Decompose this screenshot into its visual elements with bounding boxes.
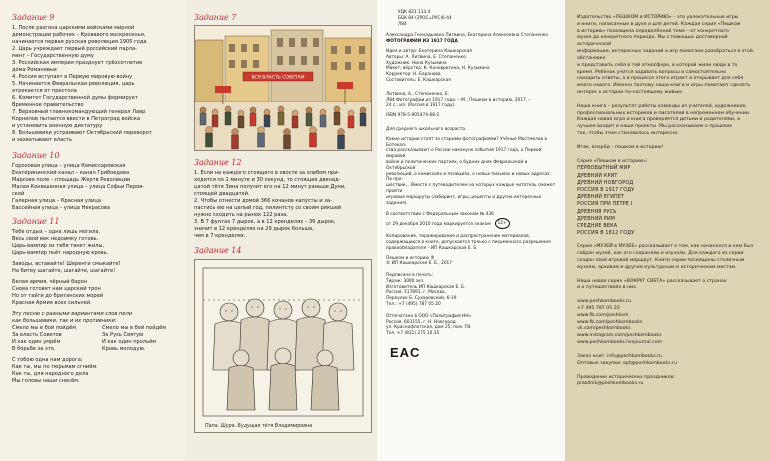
task-12-title: Задание 12 bbox=[194, 157, 242, 167]
text-line: Наша новая серия «ВОКРУГ СВЕТА» рассказывает о странах bbox=[577, 278, 727, 284]
law-date: от 29 декабря 2010 года маркируется знаком bbox=[386, 222, 491, 228]
annotation bbox=[386, 127, 557, 206]
motto: Итак, вперёд – пешком в историю! bbox=[577, 144, 664, 150]
text-line: За власть Советов bbox=[12, 331, 62, 338]
contact-link[interactable]: www.fb.com/peshkom bbox=[577, 312, 629, 318]
text-line: Какие истории стоят за старыми фотографиями? Учёные Мостмелов в Ботекал- bbox=[386, 136, 547, 148]
text-line: Наша книга – результат работы команды из учителей, художников, bbox=[577, 103, 747, 109]
series-item: ДРЕВНЯЯ РУСЬ bbox=[577, 209, 617, 215]
series-label: Серия «Пешком в историю»: bbox=[577, 158, 648, 164]
text-line: Тел. +7 (831) 275 10 35 bbox=[386, 331, 440, 337]
text-line: как большевики, так и их противники: bbox=[12, 317, 117, 324]
events bbox=[577, 375, 760, 389]
text-line: Корректор: Н. Баранова bbox=[386, 72, 441, 78]
audience: Для среднего школьного возраста. bbox=[386, 126, 467, 132]
text-line: в историю» посвящена определённой теме – от конкретного bbox=[577, 28, 729, 34]
text-line: Тебе отдых – одна лишь могила. bbox=[12, 228, 101, 235]
text-line: В борьбе за это. bbox=[12, 346, 56, 352]
text-line: Изготовитель ИП Кашкарская Е. Б. bbox=[386, 284, 466, 290]
text-line: Екатерининский канал – канал Грибоедова bbox=[12, 169, 130, 176]
text-line: и установить военную диктатуру bbox=[12, 123, 103, 130]
text-line: ходится по 1 минуте и 30 секунд, то стоящая двенад- bbox=[194, 176, 341, 183]
text-line: пастись ею на целый год, пилинтсту со своим рикшей bbox=[194, 204, 342, 211]
text-line: находить ответы, а в процессе этого играет и открывает для себя bbox=[577, 76, 744, 82]
text-line: Литвина, А., Степаненко, Е. bbox=[386, 91, 449, 97]
text-line: За Русь Святую bbox=[102, 331, 144, 338]
print-info bbox=[386, 273, 557, 308]
publisher-about bbox=[577, 15, 760, 97]
text-line: © ИП Кашкарская Е. Б., 2017 bbox=[386, 261, 453, 267]
text-line: Марсово поле – площадь Жертв Революции bbox=[12, 176, 131, 183]
age-mark-badge: 12+ bbox=[495, 218, 510, 229]
contact-link[interactable]: www.peshkombooks.ru bbox=[577, 299, 632, 305]
text-line: мент – Государственную думу bbox=[12, 52, 94, 59]
other-series bbox=[577, 244, 760, 271]
text-line: ства рассказывают о России накануне событий 1917 года, о Первой мировой bbox=[386, 148, 542, 160]
family-drawing bbox=[195, 260, 371, 432]
text-line: Пешком в историю ® bbox=[386, 255, 435, 261]
series-item: СРЕДНИЕ ВЕКА bbox=[577, 223, 618, 229]
text-line: Корнилов пытается ввести в Петроград войска bbox=[12, 116, 140, 122]
text-line: Макет, вёрстка: К. Коновригина, Н. Кузьмина bbox=[386, 66, 490, 72]
task-10 bbox=[12, 152, 177, 212]
text-line: Красная Армия всех сильней. bbox=[12, 299, 92, 306]
text-line: чем в 7 кренделях. bbox=[194, 232, 246, 239]
printed-at bbox=[386, 314, 471, 337]
text-line: начинается первая русская революция 1905 года bbox=[12, 38, 147, 45]
text-line: собран музей, как его сохраняли и изучали. Для каждого из серии bbox=[577, 251, 744, 257]
text-line: и захватывают власть bbox=[12, 137, 73, 144]
text-line: Авторы: А. Литвина, Е. Степаненко bbox=[386, 54, 466, 60]
text-line: время. Ребёнок учится задавать вопросы и самостоятельно bbox=[577, 69, 726, 75]
contact-link[interactable]: www.instagram.com/peshkombooks bbox=[577, 333, 662, 339]
text-line: Заводы, вставайте! Шеренги смыкайте! bbox=[12, 260, 121, 267]
text-line: 5. Начинается Февральская революция, царь bbox=[12, 80, 135, 87]
text-line: Галерная улица – Красная улица bbox=[12, 197, 102, 204]
text-line: Заказ книг: info@peshkombooks.ru bbox=[577, 353, 663, 359]
text-line: Гороховая улица – улица Комиссаровская bbox=[12, 162, 126, 169]
text-line: 2. Царь учреждает первый российский парла- bbox=[12, 45, 137, 52]
text-line: Россия, 603155, г. Н. Новгород bbox=[386, 319, 456, 325]
text-line: Белая армия, чёрный барон bbox=[12, 278, 88, 285]
text-line: Кровь молодую. bbox=[102, 346, 146, 352]
text-line: Каждая новая игра и книга проверяется детьми и родителями, а bbox=[577, 117, 740, 123]
text-line: цатой тётя Зина получит его на 12 минут раньше Дуни, bbox=[194, 183, 346, 190]
text-line: Эту песню с разными вариантами слов пели bbox=[12, 310, 133, 317]
text-line: ской bbox=[12, 190, 25, 197]
text-line: 3. Российская империя празднует трёхсотлетие bbox=[12, 59, 143, 66]
contact-link[interactable]: vk.com/peshkombooks bbox=[577, 326, 631, 332]
text-line: много нового. Именно поэтому наши книги и игры помогают сделать bbox=[577, 83, 751, 89]
series-item: ДРЕВНИЙ КРИТ bbox=[577, 173, 618, 179]
text-line: 2. Чтобы отнести домой 366 кочанов капусты и за- bbox=[194, 197, 332, 204]
street-scene-drawing bbox=[195, 26, 371, 150]
series-list bbox=[577, 159, 760, 238]
library-codes bbox=[398, 10, 557, 27]
imprint-page bbox=[377, 0, 565, 461]
song-two-columns bbox=[12, 325, 177, 353]
text-line: лучшее входит в наши проекты. Мы рассказываем о прошлом bbox=[577, 124, 732, 130]
answers-page-left bbox=[0, 0, 185, 461]
text-line: Смело мы в бой пойдём bbox=[12, 324, 77, 331]
age-rating bbox=[386, 212, 557, 229]
text-line: Тираж: 3000 экз. bbox=[386, 278, 425, 284]
isbn: ISBN 978-5-905474-68-2 bbox=[386, 113, 440, 119]
text-line: Проведение исторических праздников: bbox=[577, 374, 676, 380]
text-line: 24 с., ил. (Россия в 1917 году). bbox=[386, 103, 456, 109]
text-line: музея до конкретного периода. Мы с помощью достоверной исторической bbox=[577, 35, 728, 48]
copyright-block bbox=[386, 234, 557, 267]
text-line: Л84 bbox=[398, 21, 407, 27]
text-line: игровые маршруты (лабиринт, игры, рецепты и другие интересные задания). bbox=[386, 194, 542, 206]
text-line: И как один прольём bbox=[102, 338, 157, 345]
text-line: стоящей двадцатой. bbox=[194, 190, 250, 197]
text-line: УДК 821.113.4 bbox=[398, 10, 431, 15]
text-line: информации, интересных заданий и игр помогаем разобраться в этой обстановке bbox=[577, 49, 753, 61]
task-14-title: Задание 14 bbox=[194, 245, 242, 255]
task-11-title: Задание 11 bbox=[12, 216, 60, 226]
text-line: Как ты, для народного дела bbox=[12, 371, 89, 378]
orders bbox=[577, 354, 760, 368]
banner-text: ВСЯ ВЛАСТЬ СОВЕТАМ bbox=[251, 75, 305, 81]
text-line: И как один умрём bbox=[12, 338, 61, 345]
family-portrait-illustration bbox=[194, 259, 372, 433]
text-line: Россия, 117891, г. Москва, bbox=[386, 290, 447, 296]
text-line: С тобою одна нам дорога; bbox=[12, 357, 83, 364]
series-item: ДРЕВНИЙ НОВГОРОД bbox=[577, 180, 634, 186]
series-item: РОССИЯ В 1812 ГОДУ bbox=[577, 231, 635, 237]
answers-page-right bbox=[185, 0, 377, 461]
series-item: ДРЕВНИЙ РИМ bbox=[577, 216, 616, 222]
eac-mark: EAC bbox=[390, 345, 421, 361]
text-line: 8. Большевики устраивают Октябрьский переворот bbox=[12, 130, 152, 137]
portrait-caption: Папа. Шура. Будущая тётя Владимировна bbox=[205, 423, 313, 429]
text-line: дома Романовых bbox=[12, 66, 57, 73]
text-line: Оптовые закупки: opt@peshkombooks.ru bbox=[577, 360, 678, 366]
bibliographic-record bbox=[386, 92, 557, 119]
text-line: создан свой игровой маршрут. Книги серии посвящены столичным bbox=[577, 257, 745, 263]
text-line: 7. Верховный главнокомандующий генерал Лавр bbox=[12, 108, 146, 115]
series-item: ПЕРВОБЫТНЫЙ МИР bbox=[577, 166, 631, 172]
contacts bbox=[577, 299, 760, 347]
text-line: Идея и автор: Екатерина Кашкарская bbox=[386, 48, 472, 54]
text-line: Бассейная улица – улица Некрасова bbox=[12, 204, 110, 211]
text-line: Как ты, мы по тюрьмам сгниём. bbox=[12, 364, 98, 371]
text-line: отрекается от престола bbox=[12, 87, 77, 94]
text-line: Мы головы наши снесём. bbox=[12, 378, 80, 385]
series-item: ДРЕВНИЙ ЕГИПЕТ bbox=[577, 195, 625, 201]
task-10-title: Задание 10 bbox=[12, 151, 60, 161]
text-line: и представить себя в той атмосфере, в которой жили люди в то bbox=[577, 62, 738, 68]
text-line: интерес к истории по-настоящему живым. bbox=[577, 89, 684, 95]
law-text: В соответствии с Федеральным законом № 436 bbox=[386, 212, 494, 218]
text-line: Отпечатано в ООО «Полиграфия-НН» bbox=[386, 313, 472, 319]
text-line: Серия «МУЗЕЙ в МУЗЕЕ» рассказывает о том, как начинался и кем был bbox=[577, 244, 754, 250]
text-line: Малая Конюшенная улица – улица Софьи Перов- bbox=[12, 183, 145, 190]
text-line: На битву шагайте, шагайте, шагайте! bbox=[12, 267, 116, 274]
text-line: музеям, архивам и другим культурным и историческим местам. bbox=[577, 264, 737, 270]
text-line: Переулок Б. Сухаревский, 6-19 bbox=[386, 296, 457, 302]
text-line: значит в 12 кренделях на 29 дырок больше, bbox=[194, 225, 314, 232]
text-line: Смело мы в бой пойдём bbox=[102, 324, 167, 331]
text-line: Тел.: +7 (495) 787 05 20 bbox=[386, 302, 441, 308]
text-line: революций, о комиссиях и полициях, о новых письмах и новых адресах. По про- bbox=[386, 171, 551, 183]
publisher-motto bbox=[577, 145, 760, 152]
text-line: Весь свой век недоимку готовь. bbox=[12, 235, 99, 242]
contact-link[interactable]: www.fb.com/peshkombooks bbox=[577, 319, 643, 325]
series-item: РОССИЯ ПРИ ПЕТРЕ I bbox=[577, 202, 633, 208]
task-11 bbox=[12, 218, 177, 385]
publisher-team bbox=[577, 104, 760, 138]
text-line: войне и политических партиях, о будних днях Февральской и Октябрьской bbox=[386, 159, 528, 171]
text-line: prazdnik@peshkombooks.ru bbox=[577, 381, 644, 387]
text-line: 1. Если на каждого стоящего в хвосте за хлебом при- bbox=[194, 169, 340, 176]
text-line: Издательство «ПЕШКОМ в ИСТОРИЮ» – это увлекательные игры bbox=[577, 15, 739, 20]
text-line: и книги, написанные в духе и для детей. Каждая серия «Пешком bbox=[577, 21, 741, 27]
text-line: 3. В 7 фунтах 7 дырок, а в 12 кренделях – 36 дырок, bbox=[194, 218, 336, 225]
round-world-series bbox=[577, 279, 760, 293]
printer-row bbox=[386, 314, 557, 337]
series-item: РОССИЯ В 1917 ГОДУ bbox=[577, 188, 635, 193]
text-line: нужно сходить на рынок 122 раза. bbox=[194, 211, 288, 218]
book-credits bbox=[386, 33, 557, 83]
street-crowd-illustration bbox=[194, 25, 372, 151]
publisher-page bbox=[565, 0, 770, 461]
text-line: шествии... Вместе с путеводителем на которых каждые читатель сможет пройти bbox=[386, 183, 556, 194]
text-line: Но от тайги до британских морей bbox=[12, 292, 104, 299]
contact-phone: +7 495 787 05 20 bbox=[577, 306, 620, 311]
copyright-text: Копирование, тиражирование и распространение материалов, содержащихся в книге, допускается только с письменного разрешения правообладателя – ИП Кашкарская Е. Б. bbox=[386, 234, 551, 251]
text-line: ул. Краснофлотская, дом 25, пом. П4 bbox=[386, 325, 471, 331]
text-line: Временное правительство bbox=[12, 101, 84, 108]
task-9-title: Задание 9 bbox=[12, 13, 55, 22]
authors-line: Александра Геннадьевна Литвина, Екатерина Алексеевна Степаненко bbox=[386, 33, 548, 39]
text-line: ББК 84 (2РОС=РУС)6-44 bbox=[398, 15, 452, 21]
text-line: Снова готовят нам царский трон bbox=[12, 285, 101, 292]
task-9 bbox=[12, 14, 177, 144]
text-line: Л84 Фотографии из 1917 года. – М.: Пешком в историю, 2017. – bbox=[386, 97, 531, 103]
text-line: так, чтобы этим становилось интересно. bbox=[577, 131, 679, 136]
text-line: профессиональных историков и писателей в непременном обучении. bbox=[577, 110, 751, 116]
task-7-title: Задание 7 bbox=[194, 13, 237, 22]
contact-link[interactable]: www.peshkombooks.livejournal.com bbox=[577, 340, 663, 346]
text-line: Царь-вампир пьёт народную кровь. bbox=[12, 249, 109, 256]
text-line: Составитель: Е. Кашкарская bbox=[386, 77, 451, 83]
text-line: 6. Комитет Государственной думы формирует bbox=[12, 94, 138, 101]
text-line: и о путешествиях в них. bbox=[577, 285, 638, 291]
text-line: 1. После разгона царскими войсками мирной bbox=[12, 24, 135, 31]
text-line: демонстрации рабочих – Кровавого воскресенья, bbox=[12, 31, 146, 38]
text-line: Художник: Нина Кузьмина bbox=[386, 60, 447, 66]
text-line: Царь-вампир из тебя тянет жилы, bbox=[12, 242, 105, 249]
book-title: ФОТОГРАФИИ ИЗ 1917 ГОДА bbox=[386, 39, 458, 45]
text-line: Подписано в печать: bbox=[386, 273, 434, 279]
text-line: 4. Россия вступает в Первую мировую войну bbox=[12, 73, 133, 80]
